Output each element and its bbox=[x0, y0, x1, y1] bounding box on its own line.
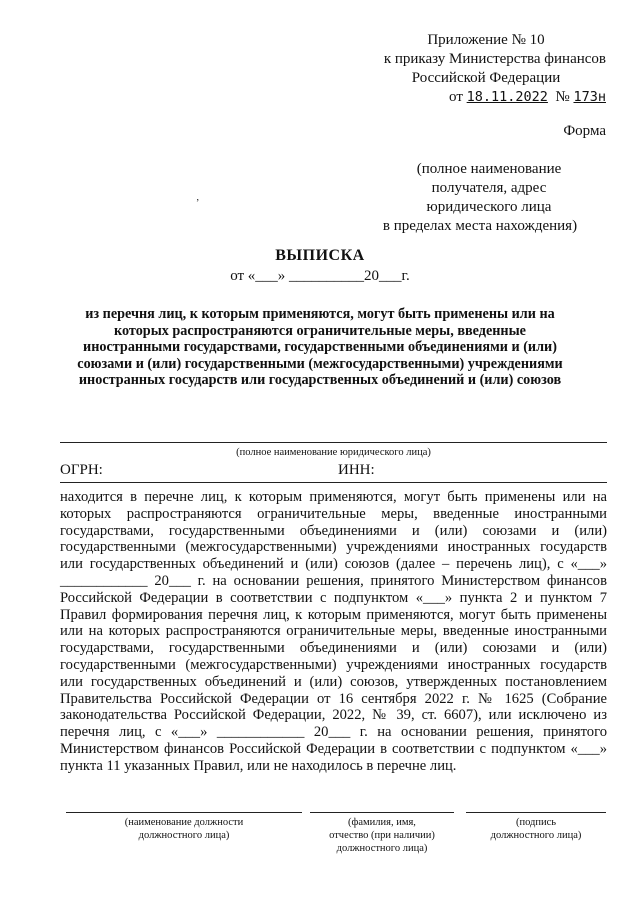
recipient-line-1: (полное наименование bbox=[416, 161, 562, 177]
recipient-line-3: юридического лица bbox=[426, 199, 552, 215]
appendix-num-value: 173н bbox=[573, 89, 606, 105]
ogrn-label: ОГРН: bbox=[60, 462, 103, 478]
document-body bbox=[60, 489, 607, 775]
position-signature-line bbox=[66, 812, 302, 813]
body-paragraph: находится в перечне лиц, к которым применяются, могут быть применены или на которых распространяются ограничительные меры, введенные иностранными государствами, государственными объединениями и (или) союзами и (или) государственными (межгосударственными) учреждениями иностранных государств или государственных объединений и (или) союзов (далее – перечень лиц), с «___» ____________ 20___ г. на основании решения, принятого Министерством финансов Российской Федерации в соответствии с подпунктом «___» пункта 2 и пунктом 7 Правил формирования перечня лиц, к которым применяются, могут быть применены или на которых распространяются ограничительные меры, введенные иностранными государствами, государственными объединениями и (или) союзами и (или) государственными (межгосударственными) учреждениями иностранных государств или государственных объединений и (или) союзов, утвержденных постановлением Правительства Российской Федерации от 16 сентября 2022 г. № 1625 (Собрание законодательства Российской Федерации, 2022, № 39, ст. 6607), или исключено из перечня лиц, с «___» ____________ 20___ г. на основании решения, принятого Министерством финансов Российской Федерации в соответствии с подпунктом «___» пункта 11 указанных Правил, или не находилось в перечне лиц. bbox=[60, 489, 607, 774]
sign-caption-line-2: должностного лица) bbox=[490, 830, 582, 841]
recipient-line-2: получателя, адрес bbox=[431, 180, 547, 196]
name-signature-line bbox=[310, 812, 454, 813]
inn-label: ИНН: bbox=[338, 462, 375, 478]
name-caption-line-3: должностного лица) bbox=[336, 843, 428, 854]
name-caption bbox=[300, 816, 464, 855]
recipient-line-4: в пределах места нахождения) bbox=[382, 218, 578, 234]
sign-caption-line-1: (подпись bbox=[515, 817, 557, 828]
legal-name-line bbox=[60, 442, 607, 443]
appendix-ministry: Российской Федерации bbox=[411, 70, 561, 86]
appendix-num-prefix: № bbox=[555, 89, 570, 105]
sign-signature-line bbox=[466, 812, 606, 813]
sign-caption bbox=[466, 816, 606, 842]
stray-mark: ʼ bbox=[196, 198, 200, 209]
recipient-block bbox=[374, 160, 604, 236]
document-subtitle: из перечня лиц, к которым применяются, могут быть применены или на которых распространяются ограничительные меры, введенные иностранными государствами, государственными объединениями и (или) союзами и (или) государственными (межгосударственными) учреждениями иностранных государств или государственных объединений и (или) союзов bbox=[77, 306, 563, 389]
name-caption-line-2: отчество (при наличии) bbox=[329, 830, 435, 841]
name-caption-line-1: (фамилия, имя, bbox=[348, 817, 416, 828]
ogrn-inn-line bbox=[60, 482, 607, 483]
position-caption-line-1: (наименование должности bbox=[124, 817, 244, 828]
position-caption bbox=[66, 816, 302, 842]
form-label: Форма bbox=[563, 123, 606, 139]
legal-name-caption: (полное наименование юридического лица) bbox=[236, 447, 431, 458]
appendix-date-prefix: от bbox=[449, 89, 463, 105]
appendix-header bbox=[306, 31, 606, 107]
document-date-line: от «___» __________20___г. bbox=[230, 268, 410, 284]
appendix-date-line bbox=[306, 88, 606, 107]
appendix-date-value: 18.11.2022 bbox=[466, 89, 548, 105]
appendix-number: Приложение № 10 bbox=[427, 32, 545, 48]
appendix-order-ref: к приказу Министерства финансов bbox=[383, 51, 606, 67]
document-title: ВЫПИСКА bbox=[275, 247, 365, 264]
position-caption-line-2: должностного лица) bbox=[138, 830, 230, 841]
